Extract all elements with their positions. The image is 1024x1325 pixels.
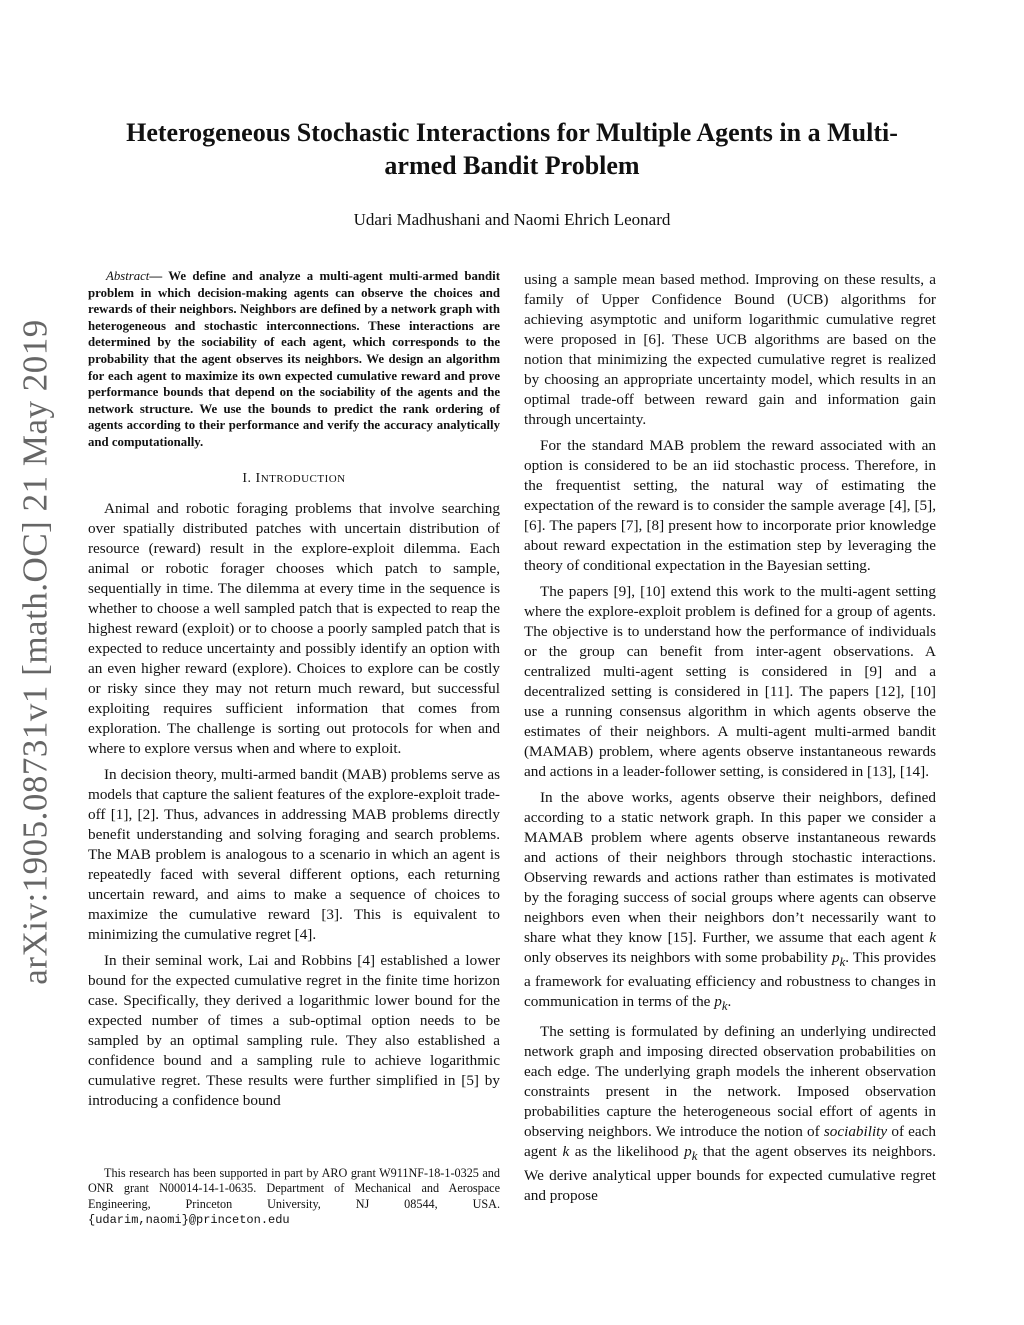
p7-text-a: In the above works, agents observe their neighbors, defined according to a static network graph. In this paper we consider a MAMAB problem where agents observe instantaneous rewards and actions of their neighbors through stochastic interactions. Observing rewards and actions rather than estimates is motivated by the foraging success of social groups where agents can observe neighbors even when their neighbors don’t necessarily want to share what they know [15]. Further, we assume that each agent — [524, 789, 936, 946]
intro-paragraph-1: Animal and robotic foraging problems that involve searching over spatially distributed patches with uncertain distribution of resource (reward) result in the explore-exploit dilemma. Each animal or robotic forager chooses which patch to sample, sequentially in time. The dilemma at every time in the sequence is whether to choose a well sampled patch that is expected to reap the highest reward (exploit) or to choose a poorly sampled patch that is expected to reduce uncertainty and possibly identify an option with an even higher reward (explore). Choices to explore can be costly or risky since they may not return much reward, but successful exploiting requires sufficient information that comes from exploration. The challenge is sorting out protocols for when and where to explore versus when and where to exploit. — [88, 499, 500, 757]
footnote — [88, 1166, 500, 1229]
intro-paragraph-6: The papers [9], [10] extend this work to the multi-agent setting where the explore-exploit problem is defined for a group of agents. The objective is to understand how the performance of individuals or the group can benefit from inter-agent observations. A centralized multi-agent setting is considered in [9] and a decentralized setting is considered in [11]. The papers [12], [10] use a running consensus algorithm in which agents observe the estimates of their neighbors. A multi-agent multi-armed bandit (MAMAB) problem, where agents observe instantaneous rewards and actions in a leader-follower setting, is considered in [13], [14]. — [524, 583, 936, 780]
footnote-email: {udarim,naomi}@princeton.edu — [88, 1213, 290, 1228]
abstract-label: Abstract — [106, 269, 150, 283]
p7-var-sub: k — [839, 955, 846, 970]
p8-var-sub: k — [691, 1149, 698, 1164]
p8-text-c: as the likelihood — [569, 1143, 685, 1161]
p8-text-a: The setting is formulated by defining an underlying undirected network graph and imposing directed observation probabilities on each edge. The underlying graph models the inherent observation constraints present in the network. Imposed observation probabilities capture the heterogeneous social effort of agents in observing neighbors. We introduce the notion of — [524, 1023, 936, 1141]
p8-emphasis: sociability — [823, 1123, 888, 1141]
footnote-text: This research has been supported in part by ARO grant W911NF-18-1-0325 and ONR grant N00014-14-1-0635. Department of Mechanical and Aerospace Engineering, Princeton University, NJ 08544, USA. — [88, 1166, 500, 1211]
p8-var-p: p — [684, 1143, 692, 1161]
intro-paragraph-7 — [524, 788, 936, 1016]
p7-text-c: . This provides a framework for evaluating efficiency and robustness to changes in communication in terms of the — [524, 949, 936, 1011]
left-column — [88, 268, 500, 1117]
section-name-initial: I — [255, 470, 261, 486]
intro-paragraph-4: using a sample mean based method. Improving on these results, a family of Upper Confidence Bound (UCB) algorithms for achieving asymptotic and uniform logarithmic cumulative regret were proposed in [6]. These UCB algorithms are based on the notion that minimizing the expected cumulative regret is realized by choosing an appropriate uncertainty model, which results in an optimal trade-off between reward gain and information gain through uncertainty. — [524, 271, 936, 428]
p8-text-b: of each agent — [524, 1123, 936, 1161]
paper-authors: Udari Madhushani and Naomi Ehrich Leonard — [353, 210, 671, 229]
intro-paragraph-8 — [524, 1022, 936, 1206]
p7-var-p2: p — [714, 993, 722, 1011]
section-numeral: I. — [242, 470, 252, 486]
arxiv-identifier — [8, 319, 64, 985]
paper-title: Heterogeneous Stochastic Interactions for Multiple Agents in a Multi-armed Bandit Problem — [126, 118, 898, 180]
p7-text-d: . — [727, 993, 732, 1011]
abstract-text: — We define and analyze a multi-agent multi-armed bandit problem in which decision-making agents can observe the choices and rewards of their neighbors. Neighbors are defined by a network graph with heterogeneous and stochastic interconnections. These interactions are determined by the sociability of each agent, which corresponds to the probability that the agent observes its neighbors. We design an algorithm for each agent to maximize its own expected cumulative reward and prove performance bounds that depend on the sociability of the agents and the network structure. We use the bounds to predict the rank ordering of agents according to their performance and verify the accuracy analytically and computationally. — [88, 269, 500, 449]
arxiv-identifier-text: arXiv:1905.08731v1 [math.OC] 21 May 2019 — [16, 319, 56, 985]
p8-text-d: that the agent observes its neighbors. We derive analytical upper bounds for expected cumulative regret and propose — [524, 1143, 937, 1205]
intro-paragraph-5: For the standard MAB problem the reward associated with an option is considered to be an iid stochastic process. Therefore, in the frequentist setting, the natural way of estimating the expectation of the reward is to consider the sample average [4], [5], [6]. The papers [7], [8] present how to incorporate prior knowledge about reward expectation in the estimation step by leveraging the theory of conditional expectation in the Bayesian setting. — [524, 437, 936, 574]
section-heading — [88, 469, 500, 489]
abstract — [88, 268, 500, 451]
right-column — [524, 270, 936, 1212]
p7-var-p: p — [831, 949, 840, 966]
intro-paragraph-2: In decision theory, multi-armed bandit (MAB) problems serve as models that capture the salient features of the explore-exploit trade-off [1], [2]. Thus, advances in addressing MAB problems directly benefit understanding and solving foraging and search problems. The MAB problem is analogous to a scenario in which an agent is repeatedly faced with several different options, each returning uncertain reward, and aims to make a sequence of choices to maximize the cumulative reward [3]. This is equivalent to minimizing the cumulative regret [4]. — [88, 765, 500, 943]
p7-var-k: k — [929, 929, 936, 946]
p7-text-b: only observes its neighbors with some probability — [524, 949, 832, 966]
section-name-rest: NTRODUCTION — [260, 472, 346, 485]
p8-var-k: k — [562, 1143, 570, 1161]
p7-var-sub2: k — [721, 999, 728, 1014]
intro-paragraph-3: In their seminal work, Lai and Robbins [4] established a lower bound for the expected cumulative regret in the finite time horizon case. Specifically, they derived a logarithmic lower bound for the expected number of times a sub-optimal option needs to be sampled by an optimal sampling rule. They also established a confidence bound and a sampling rule to achieve logarithmic cumulative regret. These results were further simplified in [5] by introducing a confidence bound — [88, 951, 500, 1109]
